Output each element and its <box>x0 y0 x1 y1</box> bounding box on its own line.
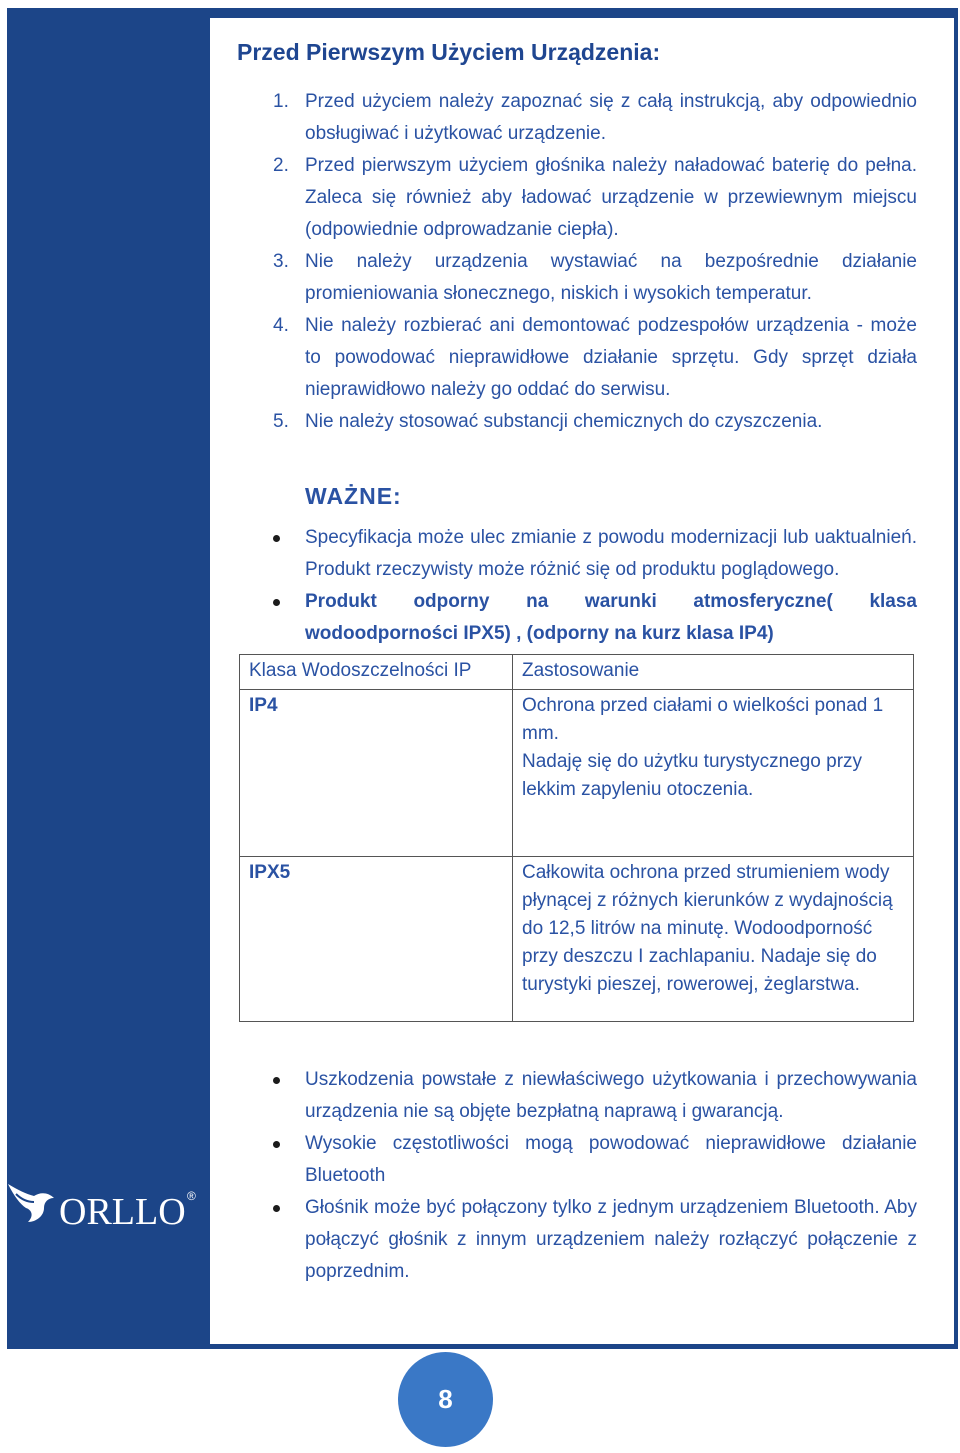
bullet-icon <box>273 1141 280 1148</box>
step-text: Nie należy rozbierać ani demontować podzespołów urządzenia - może to powodować nieprawidłowe działanie sprzętu. Gdy sprzęt działa nieprawidłowo należy go oddać do serwisu. <box>305 315 917 400</box>
bird-logo-icon <box>4 1180 199 1230</box>
note-text: Specyfikacja może ulec zmianie z powodu modernizacji lub uaktualnień. Produkt rzeczywisty może różnić się od produktu poglądowego. <box>305 527 917 580</box>
important-heading: WAŻNE: <box>305 483 402 509</box>
list-item <box>237 310 917 406</box>
list-item <box>237 522 917 586</box>
note-text: Uszkodzenia powstałe z niewłaściwego użytkowania i przechowywania urządzenia nie są objęte bezpłatną naprawą i gwarancją. <box>305 1069 917 1122</box>
description-line: Całkowita ochrona przed strumieniem wody płynącej z różnych kierunków z wydajnością do 12,5 litrów na minutę. Wodoodporność przy deszczu I zachlapaniu. Nadaje się do turystyki pieszej, rowerowej, żeglarstwa. <box>522 862 893 995</box>
list-item <box>237 586 917 650</box>
list-item <box>237 1192 917 1288</box>
step-text: Nie należy stosować substancji chemicznych do czyszczenia. <box>305 411 823 432</box>
notes-list <box>237 522 917 650</box>
table-row <box>240 690 914 857</box>
brand-logo <box>4 1180 199 1230</box>
step-number: 4. <box>273 315 289 336</box>
registered-mark: ® <box>187 1189 196 1203</box>
description-line: Ochrona przed ciałami o wielkości ponad 1 mm. <box>522 695 884 744</box>
step-number: 2. <box>273 155 289 176</box>
description-line: Nadaję się do użytku turystycznego przy lekkim zapyleniu otoczenia. <box>522 751 863 800</box>
ip-class-cell: IPX5 <box>240 857 513 1022</box>
list-item <box>237 86 917 150</box>
table-header-cell: Zastosowanie <box>513 655 914 690</box>
page-title: Przed Pierwszym Użyciem Urządzenia: <box>237 39 661 65</box>
list-item <box>237 246 917 310</box>
note-text: Produkt odporny na warunki atmosferyczne( klasa wodoodporności IPX5) , (odporny na kurz klasa IP4) <box>305 591 917 644</box>
step-text: Przed użyciem należy zapoznać się z całą instrukcją, aby odpowiednio obsługiwać i użytkować urządzenie. <box>305 91 917 144</box>
page-number: 8 <box>398 1352 493 1447</box>
list-item <box>237 406 917 438</box>
steps-list <box>237 86 917 438</box>
step-number: 1. <box>273 91 289 112</box>
note-text: Wysokie częstotliwości mogą powodować nieprawidłowe działanie Bluetooth <box>305 1133 917 1186</box>
ip-rating-table <box>239 654 914 1022</box>
ip-description-cell <box>513 690 914 857</box>
step-number: 3. <box>273 251 289 272</box>
list-item <box>237 1064 917 1128</box>
table-row <box>240 857 914 1022</box>
bullet-icon <box>273 599 280 606</box>
document-body <box>237 30 917 1288</box>
table-header-row <box>240 655 914 690</box>
bullet-icon <box>273 1077 280 1084</box>
note-text: Głośnik może być połączony tylko z jednym urządzeniem Bluetooth. Aby połączyć głośnik z innym urządzeniem należy rozłączyć połączenie z poprzednim. <box>305 1197 917 1282</box>
bullet-icon <box>273 535 280 542</box>
table-header-cell: Klasa Wodoszczelności IP <box>240 655 513 690</box>
list-item <box>237 150 917 246</box>
ip-description-cell <box>513 857 914 1022</box>
step-text: Nie należy urządzenia wystawiać na bezpośrednie działanie promieniowania słonecznego, niskich i wysokich temperatur. <box>305 251 917 304</box>
step-text: Przed pierwszym użyciem głośnika należy naładować baterię do pełna. Zaleca się również aby ładować urządzenie w przewiewnym miejscu (odpowiednie odprowadzanie ciepła). <box>305 155 917 240</box>
list-item <box>237 1128 917 1192</box>
bullet-icon <box>273 1205 280 1212</box>
brand-wordmark: ORLLO <box>59 1191 186 1230</box>
notes-list-2 <box>237 1064 917 1288</box>
ip-class-cell: IP4 <box>240 690 513 857</box>
step-number: 5. <box>273 411 289 432</box>
